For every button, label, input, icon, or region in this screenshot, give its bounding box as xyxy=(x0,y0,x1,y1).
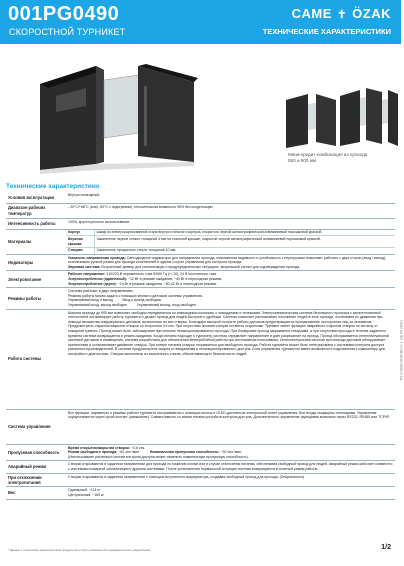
material-value: Закаленное черное стекло толщиной 4 мм на стальной крышке, покрытой черной шелкографической алюминиевой порошковой краской. xyxy=(94,236,395,247)
row-value: Створки открываются в заданном направлении для прохода по нажатию кнопки или в случае отключения питания, обеспечивая свободный проход для людей. Аварийный режим работает совместно с системами пожарной сигнализации и другими системами. После установления нормальной ситуации система возвращается в штатный режим работы. xyxy=(66,461,395,473)
mode-line: Управляемый вход, выход свободен Управляемый выход, вход свободен xyxy=(68,302,196,307)
row-value xyxy=(66,288,395,309)
power-value: ~24 Вт в режиме ожидания, ~80-42 Вт в переходном режиме. xyxy=(116,281,218,286)
indicator-direction-text: Светодиодные индикаторы для направления прохода, повышенная видимость и устойчивость к перегрузкам позволяют работать с двух сторон (вход / выход), использовать ручной режим для прохода посетителей в здание и пульт управления для контроля прохода. xyxy=(68,255,387,265)
spec-row-throughput xyxy=(6,444,395,461)
spec-row-modes xyxy=(6,288,395,309)
row-label: Материалы xyxy=(6,229,66,254)
row-value xyxy=(66,444,395,461)
mode-line: Управляемый вход и выход Вход и выход свободны xyxy=(68,298,162,303)
row-value xyxy=(66,271,395,288)
header-bar xyxy=(0,0,401,44)
spec-row-operating-conditions xyxy=(6,192,395,203)
row-label: При отключении электропитания xyxy=(6,473,66,487)
row-value: Внутри помещений. xyxy=(66,192,395,203)
row-label: Электропитание xyxy=(6,271,66,288)
material-key: Верхняя крышка xyxy=(66,236,94,247)
row-label: Работа системы xyxy=(6,309,66,409)
throughput-key: Время открытия/закрытия створок: xyxy=(68,445,131,450)
row-value: 100%, круглосуточное использование. xyxy=(66,218,395,229)
row-label: Условия эксплуатации xyxy=(6,192,66,203)
row-label: Режимы работы xyxy=(6,288,66,309)
row-label: Аварийный режим xyxy=(6,461,66,473)
throughput-key: Номинальная пропускная способность: xyxy=(149,450,220,455)
product-code: 001PG0490 xyxy=(8,3,120,25)
indicator-sound-text: Встроенный зуммер для сигнализации о предупредительных ситуациях, визуальный сигнал для подтверждения прохода. xyxy=(100,264,301,269)
spec-row-operation xyxy=(6,309,395,409)
photo-caption: Мини-кредит-комбинация из прохода 550 и 900 мм xyxy=(288,152,368,163)
row-value: - 20°C/+68°C (или) -50°C с подогревом), относительная влажность 95% без конденсации. xyxy=(66,203,395,218)
row-value: Ширина прохода до 900 мм позволяет свободно передвигаться по инвалидным коляскам, с чемоданами и тележками. Электромеханическая система безопасного пропуска с запатентованной технологией оптимизирует работу турникета и делает проход для людей быстрым и удобным. Система позволяет распознавать положение людей в зоне прохода, отслеживая их движения при помощи множества инфракрасных датчиков, включенных во все створки. Благодаря высокой точности работы датчиков предотвращается проникновение посторонних лиц за человеком. Предусмотрено открытие/закрытие створок со скоростью 0,6 сек. При отсутствии питания створки остаются открытыми. Турникет имеет функцию аварийного открытия створок по сигналу от пожарной тревоги. Проход может быть заблокирован при попытке несанкционированного прохода. При блокировке проход закрывается створками, а при отсутствии прохода в течение заданного времени система возвращается в режим ожидания. Когда человек подходит к турникету, система определяет направление и дает разрешение на проход. Проход обслуживается интеллектуальной системой датчиков и оповещения, система разработана для обеспечения бесперебойной работы при интенсивном пользовании. Интеллектуальная система при помощи датчиков обнаруживает препятствия и останавливает движение створок. При потере питания створки открываются для свободного прохода. Работа турникета может быть интегрирована с системами контроля доступа различных производителей. В системе предусмотрена защита от вандализма и несанкционированного доступа. Блок управления турникетом имеет возможность подключения к компьютеру для настройки и диагностики. Створки выполнены из закаленного стекла, обеспечивающего безопасность людей. xyxy=(66,309,395,409)
spec-row-control xyxy=(6,409,395,444)
power-value: ~12 Вт в режиме ожидания, ~40 Вт в переходном режиме. xyxy=(126,276,223,281)
row-label: Индикаторы xyxy=(6,254,66,271)
material-value: Закаленное прозрачное стекло толщиной 10 мм. xyxy=(96,248,177,253)
brand-mark-icon: ✝ xyxy=(337,9,347,21)
footer-note: * Данные о технических характеристиках продукта могут быть изменены без предварительного уведомления. xyxy=(8,548,152,552)
brand-right-text: ÖZAK xyxy=(352,6,391,21)
material-value: Шкаф из электрооцинкованной стали внутри стального корпуса, покрытого черной шелкографической алюминиевой порошковой краской. xyxy=(94,230,395,236)
indicator-direction-title: Указатель направления прохода: xyxy=(68,255,126,260)
throughput-value: ~60 чел./мин. xyxy=(117,450,150,455)
mode-line: Система работает в двух направлениях. xyxy=(68,289,134,294)
section-title: Технические характеристики xyxy=(6,183,100,190)
power-key: Энергопотребление (групп): xyxy=(68,281,117,286)
materials-subtable xyxy=(66,230,395,254)
spec-row-weight xyxy=(6,487,395,499)
turnstile-photo-main xyxy=(26,46,206,176)
throughput-value: ~0,6 сек. xyxy=(130,445,146,450)
power-key: Энергопотребление (одиночный): xyxy=(68,276,127,281)
power-key: Рабочее напряжение: xyxy=(68,272,106,277)
document-code-vertical: TD-1-0020-0490-RU-V 1 (28.09.2021) xyxy=(400,320,404,381)
mode-line: Режимы работы можно задать с помощью кнопки и датчиков системы управления. xyxy=(68,293,203,298)
material-key: Корпус xyxy=(66,230,94,236)
row-label: Система управления xyxy=(6,409,66,444)
header-right-title: ТЕХНИЧЕСКИЕ ХАРАКТЕРИСТИКИ xyxy=(262,27,391,36)
product-subtitle: СКОРОСТНОЙ ТУРНИКЕТ xyxy=(9,27,126,37)
row-label: Пропускная способность xyxy=(6,444,66,461)
row-value xyxy=(66,487,395,499)
turnstile-photo-small-1 xyxy=(282,86,338,152)
spec-row-power xyxy=(6,271,395,288)
weight-line: Одинарный: ~114 кг xyxy=(68,488,101,493)
page-number: 1/2 xyxy=(381,544,391,551)
spec-table xyxy=(6,192,395,500)
row-label: Интенсивность работы xyxy=(6,218,66,229)
power-value: 110/220 В переменного тока 50/60 Гц (+/-10), 24 В постоянного тока xyxy=(105,272,217,277)
throughput-note: (Использование различных систем контроля доступа может изменить номинальную пропускную способность) xyxy=(68,454,248,459)
row-value xyxy=(66,254,395,271)
spec-row-intensity xyxy=(6,218,395,229)
row-label: Диапазон рабочих температур xyxy=(6,203,66,218)
spec-row-power-failure xyxy=(6,473,395,487)
brand-logo xyxy=(292,6,391,21)
indicator-sound-title: Звуковая система: xyxy=(68,264,101,269)
material-key: Створки xyxy=(66,247,94,253)
brand-left-text: CAME xyxy=(291,6,332,21)
spec-row-indicators xyxy=(6,254,395,271)
spec-row-temperature xyxy=(6,203,395,218)
row-value: Все функции, параметры и режимы работы турникета настраиваются с помощью кнопок и OLED-дисплея на электронной плате управления. Все входы защищены оптопарами. Управление осуществляется через сухой контакт (замыкание). Совместимость со всеми типами устройств контроля доступа. Дополнительно: управление функциями возможно через RS232, RS485 или TCP/IP. xyxy=(66,409,395,444)
throughput-value: ~30 чел./мин. xyxy=(219,450,243,455)
throughput-key: Режим свободного прохода: xyxy=(68,450,118,455)
weight-line: Центральный: ~169 кг xyxy=(68,493,104,498)
row-value: Створки открываются в заданном направлении с помощью встроенного аккумулятора, создавая свободный проход для прохода. (Опционально) xyxy=(66,473,395,487)
spec-row-materials xyxy=(6,229,395,254)
row-label: Вес xyxy=(6,487,66,499)
turnstile-photo-small-2 xyxy=(336,78,400,152)
spec-row-emergency xyxy=(6,461,395,473)
